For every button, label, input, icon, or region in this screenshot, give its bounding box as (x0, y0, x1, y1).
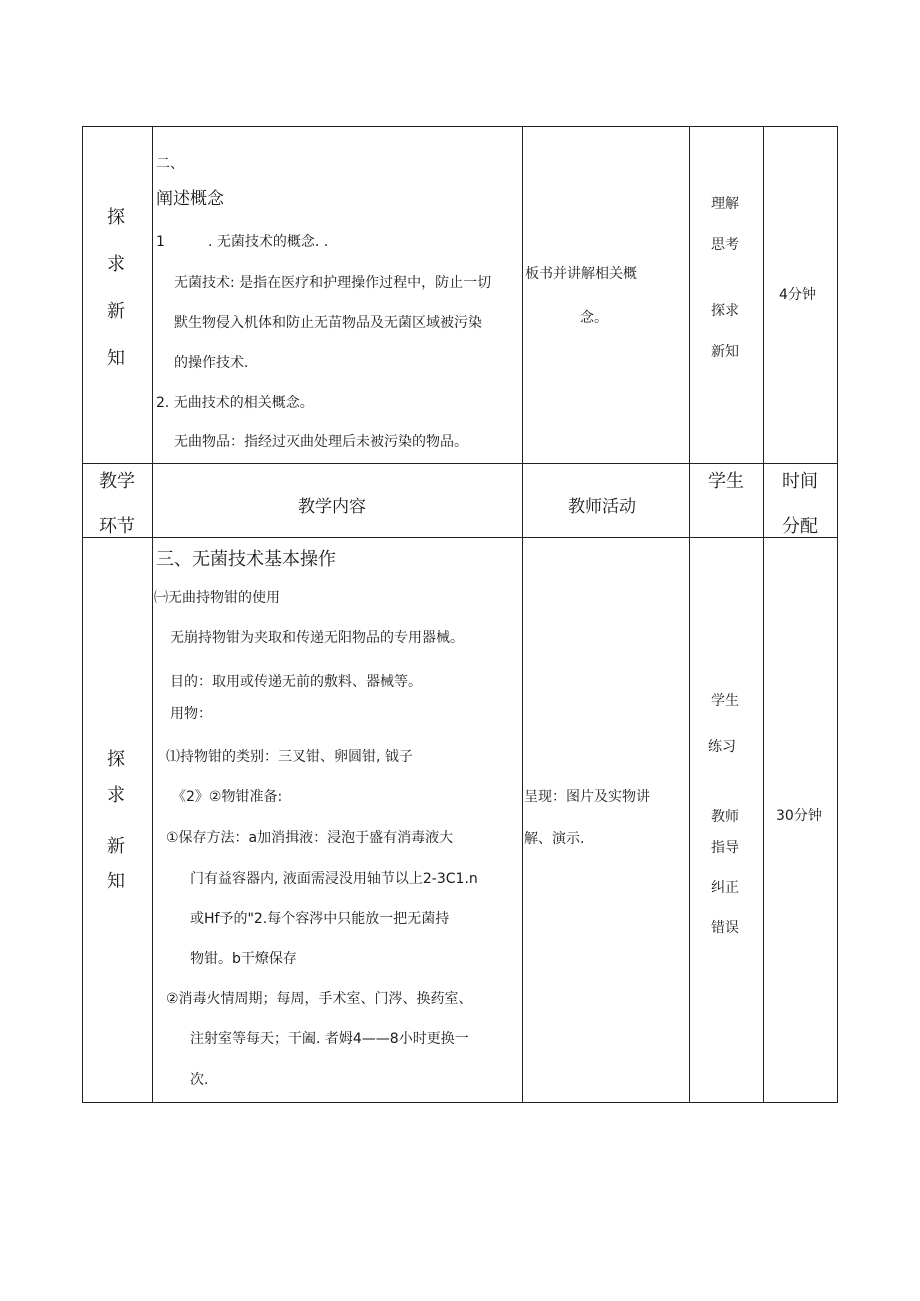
teacher-activity: 念。 (580, 310, 608, 326)
content-line: 物钳。b干燎保存 (190, 951, 297, 967)
item-text: . 无菌技术的概念. . (208, 234, 329, 250)
section-number: 二、 (156, 156, 184, 172)
header-time-clip (770, 500, 836, 536)
content-line: 次. (190, 1072, 209, 1088)
time-allocation: 4分钟 (779, 287, 816, 303)
teacher-activity: 呈现：图片及实物讲 (524, 789, 650, 805)
content-line: 《2》②物钳准备: (172, 789, 283, 805)
column-divider (689, 126, 690, 1103)
content-line: 注射室等每天；干阖. 者姆4——8小时更换一 (190, 1031, 469, 1047)
content-line: 用物： (170, 706, 212, 722)
column-divider (763, 126, 764, 1103)
stage-char: 新 (107, 301, 125, 322)
content-line: 目的：取用或传递无前的敷料、器械等。 (170, 674, 422, 690)
header-teacher: 教师活动 (568, 497, 636, 517)
student-activity: 思考 (711, 237, 739, 253)
definition-line: 无菌技术: 是指在医疗和护理操作过程中，防止一切 (174, 275, 492, 291)
time-allocation: 30分钟 (776, 808, 822, 824)
stage-char: 求 (107, 254, 125, 275)
content-line: ⑴持物钳的类别：三叉钳、卵圆钳, 钺子 (166, 749, 413, 765)
header-student: 学生 (708, 471, 744, 492)
item-number: 1 (156, 234, 165, 250)
item-text: 2. 无曲技术的相关概念。 (156, 395, 314, 411)
student-activity: 探求 (711, 303, 739, 319)
section-heading: 三、无菌技术基本操作 (156, 549, 336, 570)
student-activity: 教师 (711, 809, 739, 825)
stage-char: 探 (107, 207, 125, 228)
header-stage: 环节 (99, 516, 135, 536)
stage-char: 探 (107, 749, 125, 770)
stage-char: 新 (107, 836, 125, 857)
student-activity: 纠正 (711, 880, 739, 896)
header-content-clip (200, 490, 500, 536)
content-line: 门有益容器内, 液面需浸没用轴节以上2-3C1.n (190, 871, 478, 887)
content-line: 或Hf予的"2.每个容涔中只能放一把无菌持 (190, 911, 450, 927)
teacher-activity: 解、演示. (524, 831, 585, 847)
content-line: 无崩持物钳为夹取和传递无阳物品的专用器械。 (170, 630, 464, 646)
definition-line: 无曲物品：指经过灭曲处理后未被污染的物品。 (174, 434, 468, 450)
student-activity: 学生 (711, 693, 739, 709)
content-line: ①保存方法：a加消揖液：浸泡于盛有消毒液大 (166, 830, 454, 846)
header-time: 时间 (782, 471, 818, 492)
definition-line: 默生物侵入机体和防止无苗物品及无菌区域被污染 (174, 315, 482, 331)
student-activity: 错误 (711, 920, 739, 936)
subsection-heading: ㈠无曲持物钳的使用 (154, 590, 280, 606)
stage-char: 知 (107, 348, 125, 369)
student-activity: 练习 (708, 739, 736, 755)
definition-line: 的操作技术. (174, 355, 249, 371)
column-divider (152, 126, 153, 1103)
student-activity: 新知 (711, 344, 739, 360)
column-divider (522, 126, 523, 1103)
row-divider (82, 537, 838, 538)
student-activity: 理解 (711, 196, 739, 212)
header-stage-clip (90, 500, 150, 536)
stage-char: 知 (107, 871, 125, 892)
header-time: 分配 (782, 516, 818, 536)
section-heading: 阐述概念 (156, 189, 224, 209)
teacher-activity: 板书并讲解相关概 (525, 266, 637, 282)
header-teacher-clip (530, 490, 680, 536)
header-stage: 教学 (99, 471, 135, 492)
content-line: ②消毒火情周期；每周，手术室、门涔、换药室、 (166, 991, 473, 1007)
header-content: 教学内容 (298, 497, 366, 517)
stage-char: 求 (107, 785, 125, 806)
student-activity: 指导 (711, 840, 739, 856)
row-divider (82, 463, 838, 464)
